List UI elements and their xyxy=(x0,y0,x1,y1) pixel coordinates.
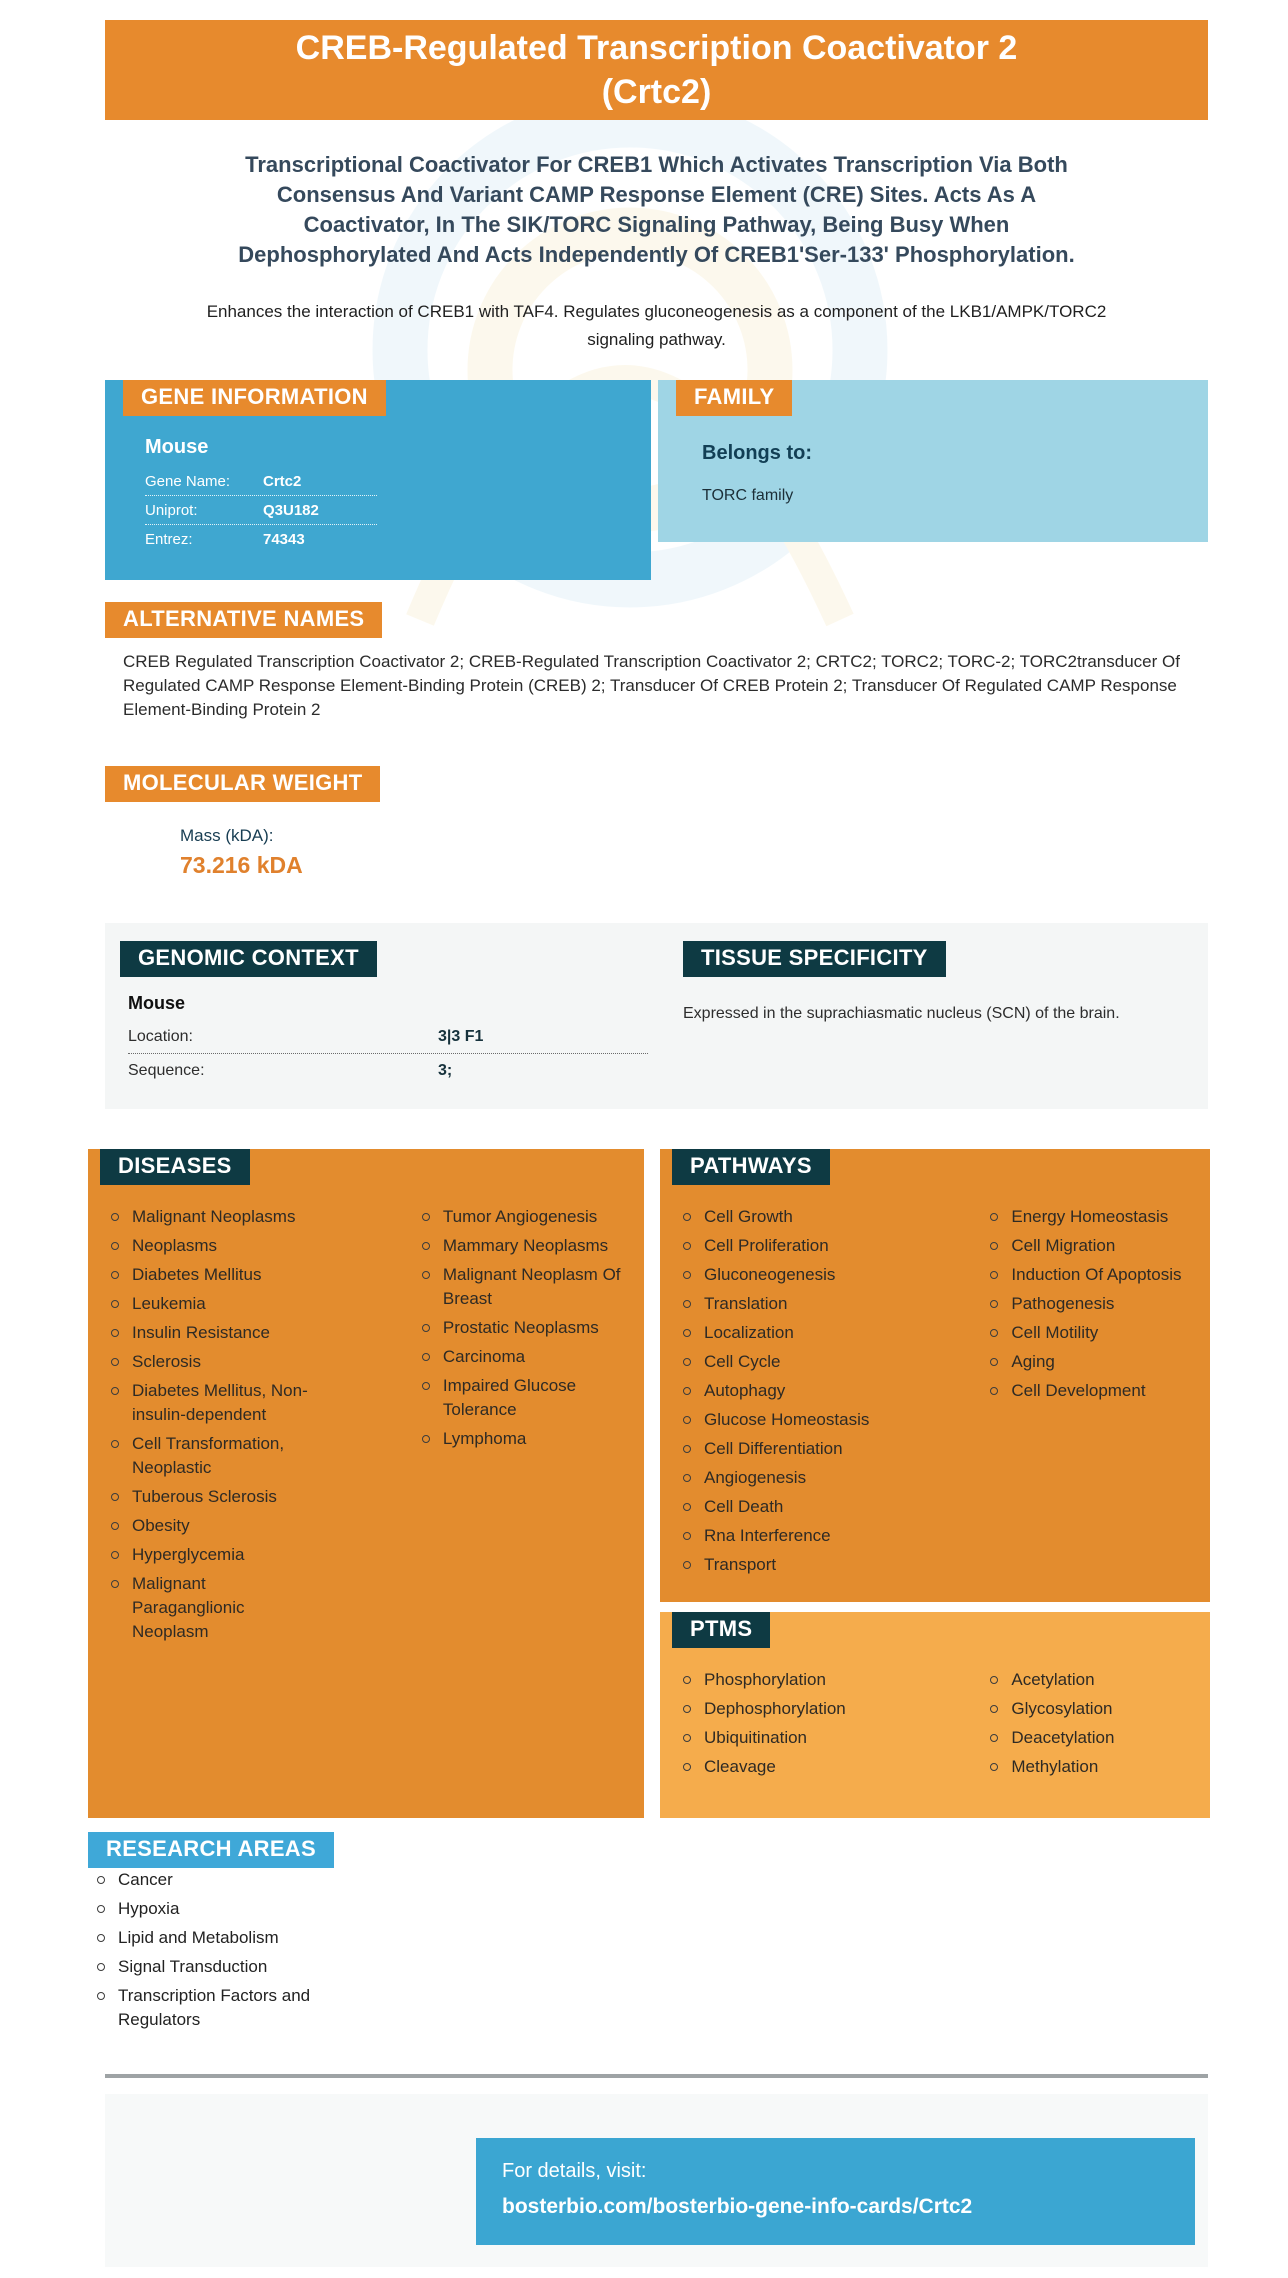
list-item: Glycosylation xyxy=(981,1697,1195,1721)
list-item: Hypoxia xyxy=(88,1897,328,1921)
list-item: Sclerosis xyxy=(102,1350,316,1374)
field-label: Location: xyxy=(128,1028,193,1045)
field-value: Crtc2 xyxy=(263,473,302,490)
gene-information-panel xyxy=(105,380,651,580)
field-value: 3|3 F1 xyxy=(438,1028,484,1045)
pathways-list-col1 xyxy=(674,1205,981,1582)
tissue-specificity-panel xyxy=(665,941,1208,1087)
tissue-specificity-text: Expressed in the suprachiasmatic nucleus (SCN) of the brain. xyxy=(683,1005,1120,1022)
summary-bold-line: Dephosphorylated And Acts Independently Of CREB1'Ser-133' Phosphorylation. xyxy=(238,242,1075,267)
field-value: 3; xyxy=(438,1062,453,1079)
tissue-specificity-header: TISSUE SPECIFICITY xyxy=(683,941,946,977)
footer-divider xyxy=(105,2074,1208,2078)
list-item: Transcription Factors and Regulators xyxy=(88,1984,328,2032)
species-label: Mouse xyxy=(145,436,209,458)
field-label: Entrez: xyxy=(145,531,193,548)
list-item: Cell Migration xyxy=(981,1234,1195,1258)
alternative-names-header: ALTERNATIVE NAMES xyxy=(105,602,382,638)
list-item: Methylation xyxy=(981,1755,1195,1779)
list-item: Dephosphorylation xyxy=(674,1697,888,1721)
pathways-list-col2 xyxy=(981,1205,1204,1582)
gene-information-header: GENE INFORMATION xyxy=(123,380,386,416)
genomic-context-panel xyxy=(105,941,665,1087)
list-item: Cell Growth xyxy=(674,1205,888,1229)
research-areas-list xyxy=(88,1868,1208,2032)
list-item: Translation xyxy=(674,1292,888,1316)
family-header: FAMILY xyxy=(676,380,792,416)
summary-bold-text xyxy=(162,150,1152,270)
list-item: Diabetes Mellitus, Non-insulin-dependent xyxy=(102,1379,316,1427)
ptms-panel xyxy=(660,1612,1210,1818)
ptms-columns xyxy=(660,1648,1210,1784)
page-title-line2: (Crtc2) xyxy=(601,73,712,111)
list-item: Transport xyxy=(674,1553,888,1577)
visit-info-box xyxy=(476,2138,1195,2245)
list-item: Signal Transduction xyxy=(88,1955,328,1979)
key-value-row xyxy=(145,525,377,553)
summary-bold-line: Coactivator, In The SIK/TORC Signaling Pathway, Being Busy When xyxy=(303,212,1010,237)
list-item: Angiogenesis xyxy=(674,1466,888,1490)
diseases-list-col1 xyxy=(102,1205,413,1649)
gene-family-row xyxy=(105,380,1208,580)
ptms-list-col2 xyxy=(981,1668,1204,1784)
pathways-columns xyxy=(660,1185,1210,1582)
molecular-weight-section xyxy=(105,766,1208,879)
list-item: Lipid and Metabolism xyxy=(88,1926,328,1950)
visit-label: For details, visit: xyxy=(502,2160,647,2182)
research-areas-header: RESEARCH AREAS xyxy=(88,1832,334,1868)
list-item: Phosphorylation xyxy=(674,1668,888,1692)
list-item: Lymphoma xyxy=(413,1427,627,1451)
list-item: Malignant Neoplasm Of Breast xyxy=(413,1263,627,1311)
key-value-row xyxy=(128,1020,648,1054)
list-item: Impaired Glucose Tolerance xyxy=(413,1374,627,1422)
research-areas-section xyxy=(88,1832,1208,2032)
key-value-row xyxy=(128,1054,648,1087)
ptms-list-col1 xyxy=(674,1668,981,1784)
list-item: Tuberous Sclerosis xyxy=(102,1485,316,1509)
molecular-weight-header: MOLECULAR WEIGHT xyxy=(105,766,380,802)
page-title-bar xyxy=(105,20,1208,120)
diseases-pathways-row xyxy=(88,1149,1210,1818)
mass-value: 73.216 kDA xyxy=(180,852,303,878)
pathways-panel xyxy=(660,1149,1210,1602)
list-item: Cleavage xyxy=(674,1755,888,1779)
gene-information-body xyxy=(105,416,651,571)
page-title xyxy=(296,26,1018,114)
diseases-list-col2 xyxy=(413,1205,638,1649)
list-item: Diabetes Mellitus xyxy=(102,1263,316,1287)
key-value-row xyxy=(145,496,377,525)
diseases-columns xyxy=(88,1185,644,1649)
list-item: Deacetylation xyxy=(981,1726,1195,1750)
list-item: Prostatic Neoplasms xyxy=(413,1316,627,1340)
list-item: Localization xyxy=(674,1321,888,1345)
footer-panel xyxy=(105,2094,1208,2267)
genomic-context-header: GENOMIC CONTEXT xyxy=(120,941,377,977)
diseases-header: DISEASES xyxy=(100,1149,250,1185)
summary-bold-line: Transcriptional Coactivator For CREB1 Which Activates Transcription Via Both xyxy=(245,152,1068,177)
list-item: Mammary Neoplasms xyxy=(413,1234,627,1258)
list-item: Tumor Angiogenesis xyxy=(413,1205,627,1229)
genomic-tissue-section xyxy=(105,923,1208,1109)
field-label: Uniprot: xyxy=(145,502,198,519)
list-item: Cell Motility xyxy=(981,1321,1195,1345)
pathways-ptms-column xyxy=(660,1149,1210,1818)
list-item: Ubiquitination xyxy=(674,1726,888,1750)
belongs-to-label: Belongs to: xyxy=(702,442,812,464)
summary-bold-line: Consensus And Variant CAMP Response Element (CRE) Sites. Acts As A xyxy=(276,182,1037,207)
list-item: Gluconeogenesis xyxy=(674,1263,888,1287)
list-item: Cell Death xyxy=(674,1495,888,1519)
field-label: Gene Name: xyxy=(145,473,231,490)
family-panel xyxy=(658,380,1208,542)
gene-information-table xyxy=(145,467,377,553)
list-item: Cell Transformation, Neoplastic xyxy=(102,1432,316,1480)
page-title-line1: CREB-Regulated Transcription Coactivator 2 xyxy=(295,29,1018,67)
visit-url-link[interactable]: bosterbio.com/bosterbio-gene-info-cards/Crtc2 xyxy=(502,2195,973,2218)
list-item: Pathogenesis xyxy=(981,1292,1195,1316)
list-item: Glucose Homeostasis xyxy=(674,1408,888,1432)
list-item: Leukemia xyxy=(102,1292,316,1316)
list-item: Obesity xyxy=(102,1514,316,1538)
list-item: Neoplasms xyxy=(102,1234,316,1258)
field-value: Q3U182 xyxy=(263,502,319,519)
genomic-species-label: Mouse xyxy=(128,993,186,1013)
gene-info-card xyxy=(105,20,1208,2267)
list-item: Energy Homeostasis xyxy=(981,1205,1195,1229)
list-item: Cancer xyxy=(88,1868,328,1892)
field-value: 74343 xyxy=(263,531,305,548)
list-item: Malignant Paraganglionic Neoplasm xyxy=(102,1572,316,1644)
list-item: Cell Cycle xyxy=(674,1350,888,1374)
list-item: Acetylation xyxy=(981,1668,1195,1692)
ptms-header: PTMS xyxy=(672,1612,770,1648)
list-item: Rna Interference xyxy=(674,1524,888,1548)
list-item: Hyperglycemia xyxy=(102,1543,316,1567)
list-item: Induction Of Apoptosis xyxy=(981,1263,1195,1287)
key-value-row xyxy=(145,467,377,496)
list-item: Cell Differentiation xyxy=(674,1437,888,1461)
alternative-names-section xyxy=(105,602,1208,722)
list-item: Aging xyxy=(981,1350,1195,1374)
diseases-panel xyxy=(88,1149,644,1818)
list-item: Carcinoma xyxy=(413,1345,627,1369)
pathways-header: PATHWAYS xyxy=(672,1149,830,1185)
genomic-context-table xyxy=(128,1020,648,1087)
field-label: Sequence: xyxy=(128,1062,205,1079)
summary-description: Enhances the interaction of CREB1 with TAF4. Regulates gluconeogenesis as a component of the LKB1/AMPK/TORC2 signaling pathway. xyxy=(206,302,1107,349)
list-item: Cell Proliferation xyxy=(674,1234,888,1258)
list-item: Malignant Neoplasms xyxy=(102,1205,316,1229)
family-value: TORC family xyxy=(702,487,794,504)
list-item: Cell Development xyxy=(981,1379,1195,1403)
family-body xyxy=(658,416,1208,525)
mass-label: Mass (kDA): xyxy=(180,826,274,845)
list-item: Autophagy xyxy=(674,1379,888,1403)
list-item: Insulin Resistance xyxy=(102,1321,316,1345)
alternative-names-text: CREB Regulated Transcription Coactivator 2; CREB-Regulated Transcription Coactivator 2; CRTC2; TORC2; TORC-2; TORC2transducer Of Regulated CAMP Response Element-Binding Protein (CREB) 2; Transducer Of CREB Protein 2; Transducer Of Regulated CAMP Response Element-Binding Protein 2 xyxy=(123,652,1180,719)
